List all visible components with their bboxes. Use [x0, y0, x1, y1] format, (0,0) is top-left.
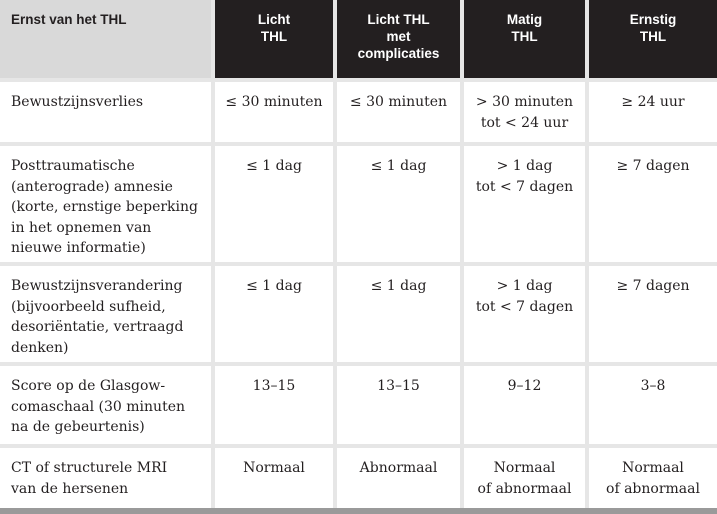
- table-cell: [589, 366, 717, 444]
- table-cell: [337, 366, 460, 444]
- table-cell: [215, 448, 333, 508]
- column-header-line: Licht THL: [367, 12, 430, 27]
- row-label-line: (korte, ernstige beperking: [11, 199, 198, 215]
- cell-line: ≤ 1 dag: [246, 158, 302, 174]
- column-header-line: Licht: [257, 12, 291, 27]
- column-header-licht-thl-met-complicaties: [337, 0, 460, 78]
- row-label-ct-mri: [0, 448, 211, 508]
- row-label-line: nieuwe informatie): [11, 240, 146, 256]
- table-cell: [464, 448, 585, 508]
- row-label-bewustzijnsverlies: [0, 82, 211, 142]
- cell-line: Abnormaal: [359, 460, 438, 476]
- row-label-line: Bewustzijnsverlies: [11, 94, 144, 110]
- corner-header-label: Ernst van het THL: [11, 12, 127, 27]
- column-header-ernstig-thl: [589, 0, 717, 78]
- cell-line: 9–12: [507, 378, 542, 394]
- cell-line: Normaal: [622, 460, 684, 476]
- cell-line: of abnormaal: [606, 480, 700, 497]
- cell-line: tot < 7 dagen: [475, 298, 574, 315]
- column-header-line: complicaties: [357, 46, 440, 61]
- cell-line: ≤ 30 minuten: [349, 94, 448, 110]
- table-cell: [464, 266, 585, 362]
- bottom-rule: [0, 508, 717, 514]
- cell-line: ≥ 7 dagen: [616, 278, 690, 294]
- column-header-line: met: [386, 29, 411, 44]
- column-header-line: THL: [260, 29, 288, 44]
- cell-line: ≤ 1 dag: [370, 278, 427, 294]
- cell-line: 13–15: [252, 378, 296, 394]
- row-label-line: comaschaal (30 minuten: [11, 398, 185, 415]
- column-header-line: Matig: [506, 12, 543, 27]
- table-cell: [464, 366, 585, 444]
- row-label-line: van de hersenen: [11, 480, 129, 497]
- table-cell: [215, 266, 333, 362]
- cell-line: tot < 7 dagen: [475, 178, 574, 195]
- corner-header: [0, 0, 211, 78]
- column-header-line: Ernstig: [629, 12, 677, 27]
- table-cell: [337, 82, 460, 142]
- column-header-matig-thl: [464, 0, 585, 78]
- cell-line: > 1 dag: [496, 158, 553, 174]
- row-label-line: in het opnemen van: [11, 219, 152, 236]
- table-cell: [464, 146, 585, 262]
- row-label-glasgow-comaschaal: [0, 366, 211, 444]
- cell-line: Normaal: [243, 460, 305, 476]
- table-cell: [464, 82, 585, 142]
- table-cell: [215, 366, 333, 444]
- row-label-line: desoriëntatie, vertraagd: [11, 319, 184, 335]
- cell-line: ≤ 1 dag: [246, 278, 302, 294]
- cell-line: > 1 dag: [496, 278, 553, 294]
- row-label-line: Bewustzijnsverandering: [11, 278, 183, 294]
- cell-line: ≤ 1 dag: [370, 158, 427, 174]
- row-label-line: (anterograde) amnesie: [11, 178, 173, 195]
- cell-line: 3–8: [640, 378, 666, 394]
- cell-line: ≥ 24 uur: [621, 94, 685, 110]
- row-label-bewustzijnsverandering: [0, 266, 211, 362]
- row-label-line: (bijvoorbeeld sufheid,: [11, 298, 166, 315]
- cell-line: ≥ 7 dagen: [616, 158, 690, 174]
- row-label-posttraumatische-amnesie: [0, 146, 211, 262]
- table-cell: [215, 146, 333, 262]
- table-cell: [337, 266, 460, 362]
- table-cell: [589, 146, 717, 262]
- table-cell: [589, 448, 717, 508]
- table-cell: [337, 146, 460, 262]
- table-cell: [589, 266, 717, 362]
- row-label-line: Posttraumatische: [11, 158, 135, 174]
- row-label-line: CT of structurele MRI: [11, 460, 168, 476]
- column-header-line: THL: [639, 29, 667, 44]
- cell-line: of abnormaal: [477, 480, 572, 497]
- column-header-line: THL: [511, 29, 538, 44]
- row-label-line: denken): [11, 339, 69, 356]
- row-label-line: Score op de Glasgow-: [11, 378, 166, 394]
- row-label-line: na de gebeurtenis): [11, 419, 145, 435]
- cell-line: Normaal: [493, 460, 556, 476]
- cell-line: 13–15: [377, 378, 420, 394]
- table-cell: [589, 82, 717, 142]
- table-cell: [215, 82, 333, 142]
- cell-line: > 30 minuten: [475, 94, 574, 110]
- cell-line: tot < 24 uur: [480, 114, 569, 131]
- table-cell: [337, 448, 460, 508]
- column-header-licht-thl: [215, 0, 333, 78]
- cell-line: ≤ 30 minuten: [225, 94, 323, 110]
